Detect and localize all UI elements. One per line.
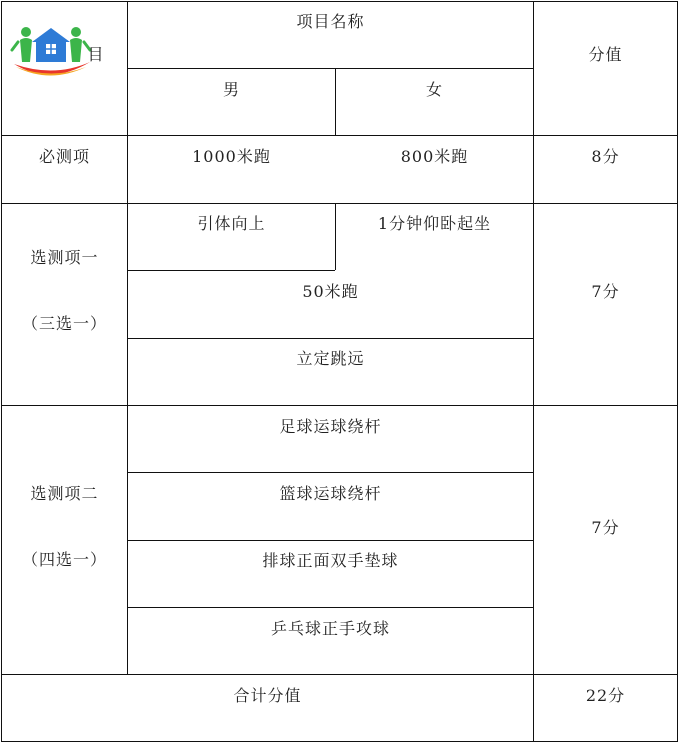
elective1-score: 7分 — [591, 282, 620, 301]
required-male-item: 1000米跑 — [192, 147, 271, 166]
elective2-item: 乒乓球正手攻球 — [270, 619, 390, 638]
divider — [335, 68, 336, 136]
border-top — [1, 1, 678, 2]
divider — [127, 472, 533, 473]
score-header: 分值 — [588, 45, 623, 64]
elective2-score: 7分 — [591, 518, 620, 537]
female-header: 女 — [425, 80, 443, 99]
elective1-item-50m: 50米跑 — [302, 282, 359, 301]
elective2-item: 排球正面双手垫球 — [262, 551, 399, 570]
border-bottom — [1, 741, 678, 742]
divider — [1, 674, 678, 675]
divider — [533, 1, 534, 742]
divider — [127, 270, 335, 271]
required-label: 必测项 — [38, 147, 90, 166]
divider — [127, 607, 533, 608]
divider — [1, 135, 678, 136]
elective2-item: 足球运球绕杆 — [279, 417, 382, 436]
house-family-logo-icon — [10, 20, 92, 82]
border-right — [677, 1, 678, 742]
divider — [127, 68, 533, 69]
elective2-item: 篮球运球绕杆 — [279, 484, 382, 503]
border-left — [1, 1, 2, 742]
elective2-label: 选测项二 — [30, 484, 99, 503]
divider — [1, 203, 678, 204]
divider — [1, 405, 678, 406]
item-name-header: 项目名称 — [296, 12, 365, 31]
elective2-sub: （四选一） — [21, 550, 107, 569]
elective1-female-item: 1分钟仰卧起坐 — [377, 214, 492, 233]
elective1-item-long-jump: 立定跳远 — [296, 349, 365, 368]
elective1-label: 选测项一 — [30, 248, 99, 267]
divider — [127, 1, 128, 674]
elective1-sub: （三选一） — [21, 314, 107, 333]
divider — [127, 540, 533, 541]
total-label: 合计分值 — [233, 686, 302, 705]
elective1-male-item: 引体向上 — [197, 214, 266, 233]
required-female-item: 800米跑 — [400, 147, 469, 166]
male-header: 男 — [222, 80, 240, 99]
required-score: 8分 — [591, 147, 620, 166]
corner-header-label: 目 — [87, 45, 105, 64]
total-score: 22分 — [585, 686, 626, 705]
divider — [127, 338, 533, 339]
